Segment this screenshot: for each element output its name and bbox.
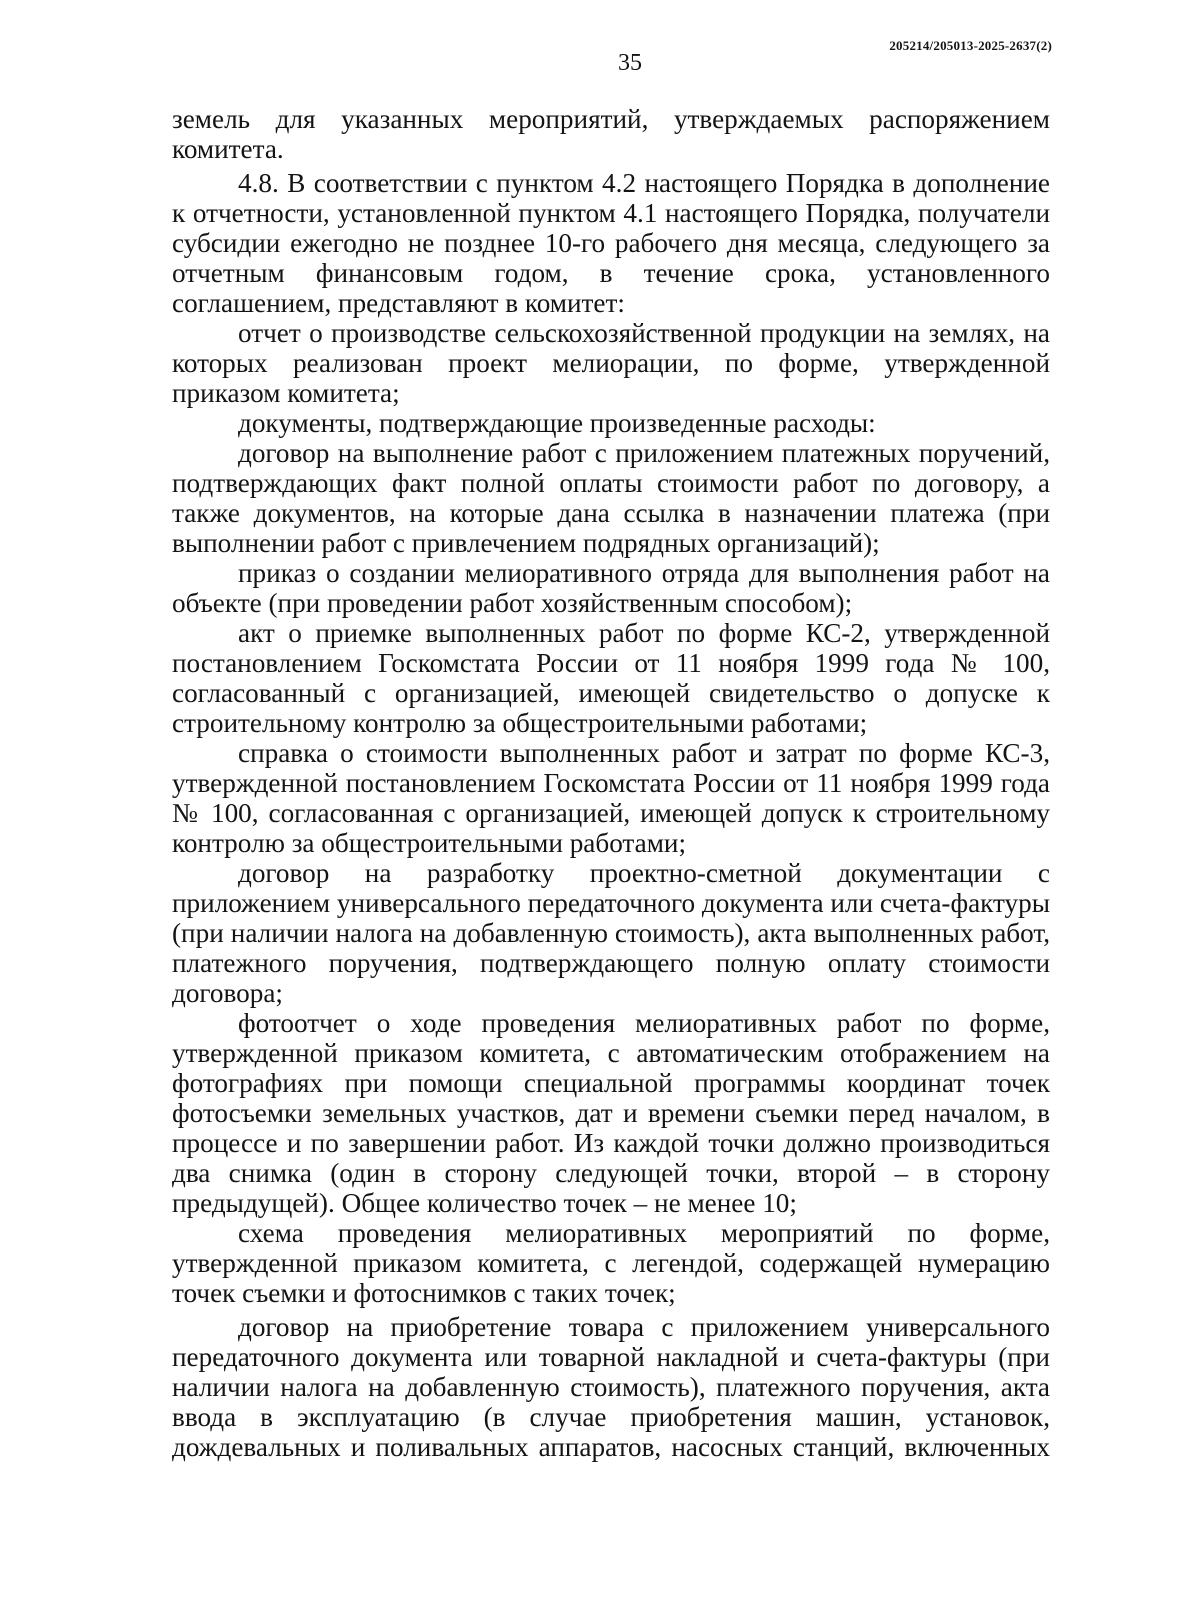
paragraph-4-8: 4.8. В соответствии с пунктом 4.2 настоящего Порядка в дополнение к отчетности, установленной пунктом 4.1 настоящего Порядка, получатели субсидии ежегодно не позднее 10-го рабочего дня месяца, следующего за отчетным финансовым годом, в течение срока, установленного соглашением, представляют в комитет:: [172, 168, 1050, 318]
paragraph-expense-documents: документы, подтверждающие произведенные расходы:: [238, 408, 876, 438]
page-number: 35: [618, 50, 642, 76]
paragraph-production-report: отчет о производстве сельскохозяйственной продукции на землях, на которых реализован проект мелиорации, по форме, утвержденной приказом комитета;: [172, 318, 1050, 408]
document-body: [172, 104, 1050, 1462]
paragraph-continuation: земель для указанных мероприятий, утверждаемых распоряжением комитета.: [172, 104, 1050, 164]
list-item-reclamation-order: приказ о создании мелиоративного отряда для выполнения работ на объекте (при проведении работ хозяйственным способом);: [172, 558, 1050, 618]
list-item-ks2-act: акт о приемке выполненных работ по форме КС-2, утвержденной постановлением Госкомстата России от 11 ноября 1999 года № 100, согласованный с организацией, имеющей свидетельство о допуске к строительному контролю за общестроительными работами;: [172, 618, 1050, 738]
list-item-photo-report: фотоотчет о ходе проведения мелиоративных работ по форме, утвержденной приказом комитета, с автоматическим отображением на фотографиях при помощи специальной программы координат точек фотосъемки земельных участков, дат и времени съемки перед началом, в процессе и по завершении работ. Из каждой точки должно производиться два снимка (один в сторону следующей точки, второй – в сторону предыдущей). Общее количество точек – не менее 10;: [172, 1008, 1050, 1218]
list-item-ks3-certificate: справка о стоимости выполненных работ и затрат по форме КС-3, утвержденной постановлением Госкомстата России от 11 ноября 1999 года № 100, согласованная с организацией, имеющей допуск к строительному контролю за общестроительными работами;: [172, 738, 1050, 858]
list-item-design-contract: договор на разработку проектно-сметной документации с приложением универсального передаточного документа или счета-фактуры (при наличии налога на добавленную стоимость), акта выполненных работ, платежного поручения, подтверждающего полную оплату стоимости договора;: [172, 858, 1050, 1008]
list-item-reclamation-scheme: схема проведения мелиоративных мероприятий по форме, утвержденной приказом комитета, с легендой, содержащей нумерацию точек съемки и фотоснимков с таких точек;: [172, 1218, 1050, 1308]
list-item-works-contract: договор на выполнение работ с приложением платежных поручений, подтверждающих факт полной оплаты стоимости работ по договору, а также документов, на которые дана ссылка в назначении платежа (при выполнении работ с привлечением подрядных организаций);: [172, 438, 1050, 558]
document-id: 205214/205013-2025-2637(2): [889, 38, 1052, 53]
list-item-goods-contract: договор на приобретение товара с приложением универсального передаточного документа или товарной накладной и счета-фактуры (при наличии налога на добавленную стоимость), платежного поручения, акта ввода в эксплуатацию (в случае приобретения машин, установок, дождевальных и поливальных аппаратов, насосных станций, включенных: [172, 1312, 1050, 1462]
